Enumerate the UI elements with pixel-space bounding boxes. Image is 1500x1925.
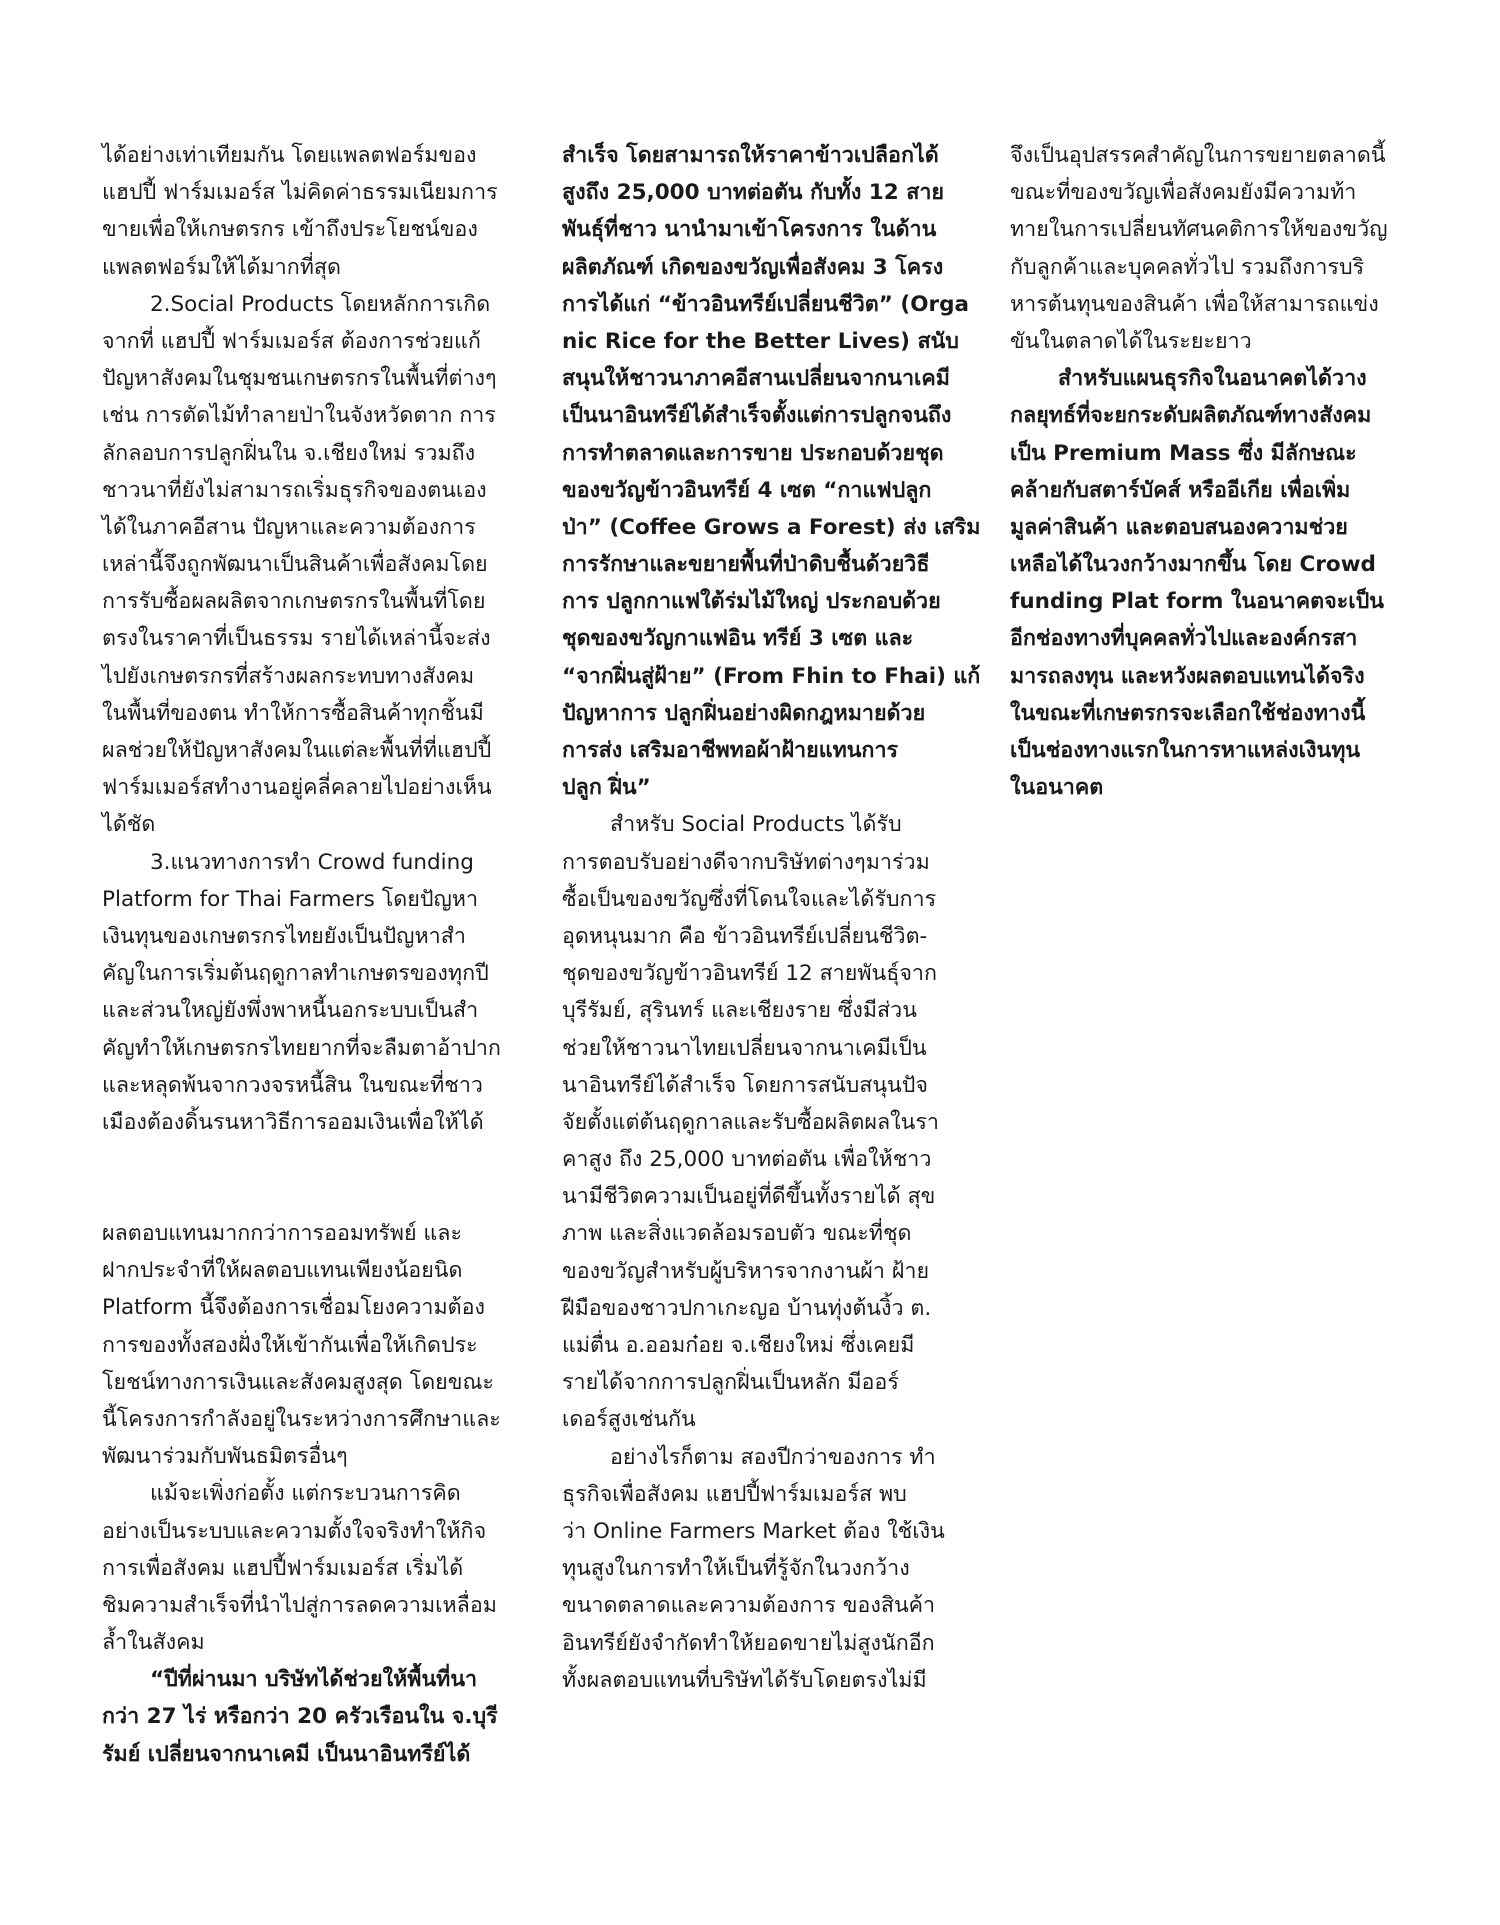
- text-line: ได้อย่างเท่าเทียมกัน โดยแพลตฟอร์มของ: [102, 143, 477, 168]
- text-line: ขายเพื่อให้เกษตรกร เข้าถึงประโยชน์ของ: [102, 217, 478, 243]
- text-line: ปลูก ฝิ่น”: [562, 775, 651, 801]
- text-line: สำหรับแผนธุรกิจในอนาคตได้วาง: [1058, 366, 1367, 392]
- text-line: ปัญหาสังคมในชุมชนเกษตรกรในพื้นที่ต่างๆ: [102, 366, 497, 392]
- text-line: อย่างเป็นระบบและความตั้งใจจริงทำให้กิจ: [102, 1518, 487, 1544]
- text-line: 3.แนวทางการทำ Crowd funding: [150, 849, 474, 875]
- text-line: ชาวนาที่ยังไม่สามารถเริ่มธุรกิจของตนเอง: [102, 477, 487, 503]
- text-line: บุรีรัมย์, สุรินทร์ และเชียงราย ซึ่งมีส่วน: [562, 998, 917, 1024]
- text-line: ชิมความสำเร็จที่นำไปสู่การลดความเหลื่อม: [102, 1592, 497, 1618]
- text-line: โยชน์ทางการเงินและสังคมสูงสุด โดยขณะ: [102, 1369, 494, 1395]
- text-line: Platform นี้จึงต้องการเชื่อมโยงความต้อง: [102, 1295, 486, 1321]
- text-line: ของขวัญข้าวอินทรีย์ 4 เซต “กาแฟปลูก: [562, 477, 932, 503]
- text-line: ตรงในราคาที่เป็นธรรม รายได้เหล่านี้จะส่ง: [102, 626, 491, 652]
- text-line: รายได้จากการปลูกฝิ่นเป็นหลัก มีออร์: [562, 1370, 899, 1396]
- text-line: ทายในการเปลี่ยนทัศนคติการให้ของขวัญ: [1010, 217, 1388, 243]
- text-line: แพลตฟอร์มให้ได้มากที่สุด: [102, 254, 341, 280]
- text-line: ทั้งผลตอบแทนที่บริษัทได้รับโดยตรงไม่มี: [562, 1667, 927, 1693]
- text-line: กลยุทธ์ที่จะยกระดับผลิตภัณฑ์ทางสังคม: [1010, 403, 1372, 429]
- text-line: รัมย์ เปลี่ยนจากนาเคมี เป็นนาอินทรีย์ได้: [102, 1741, 471, 1767]
- text-line: Platform for Thai Farmers โดยปัญหา: [102, 886, 479, 912]
- text-line: กับลูกค้าและบุคคลทั่วไป รวมถึงการบริ: [1010, 254, 1365, 280]
- column-left-bottom: [102, 1215, 532, 1773]
- text-line: คาสูง ถึง 25,000 บาทต่อตัน เพื่อให้ชาว: [562, 1147, 932, 1173]
- text-line: เป็นนาอินทรีย์ได้สำเร็จตั้งแต่การปลูกจนถึง: [562, 403, 952, 429]
- text-line: เป็น Premium Mass ซึ่ง มีลักษณะ: [1010, 440, 1357, 466]
- text-line: ล้ำในสังคม: [102, 1630, 205, 1656]
- text-line: การได้แก่ “ข้าวอินทรีย์เปลี่ยนชีวิต” (Orga: [562, 291, 969, 317]
- text-line: การของทั้งสองฝั่งให้เข้ากันเพื่อให้เกิดประ: [102, 1332, 478, 1358]
- text-line: ของขวัญสำหรับผู้บริหารจากงานผ้า ฝ้าย: [562, 1258, 930, 1284]
- text-line: เมืองต้องดิ้นรนหาวิธีการออมเงินเพื่อให้ได้: [102, 1109, 484, 1135]
- text-line: ผลิตภัณฑ์ เกิดของขวัญเพื่อสังคม 3 โครง: [562, 254, 944, 280]
- text-line: อุดหนุนมาก คือ ข้าวอินทรีย์เปลี่ยนชีวิต-: [562, 923, 928, 949]
- text-line: เป็นช่องทางแรกในการหาแหล่งเงินทุน: [1010, 738, 1361, 763]
- text-line: อินทรีย์ยังจำกัดทำให้ยอดขายไม่สูงนักอีก: [562, 1630, 935, 1656]
- text-line: สูงถึง 25,000 บาทต่อตัน กับทั้ง 12 สาย: [562, 180, 945, 206]
- text-line: แฮปปี้ ฟาร์มเมอร์ส ไม่คิดค่าธรรมเนียมการ: [102, 180, 498, 206]
- text-line: ป่า” (Coffee Grows a Forest) ส่ง เสริม: [562, 514, 981, 540]
- text-line: ช่วยให้ชาวนาไทยเปลี่ยนจากนาเคมีเป็น: [562, 1035, 927, 1061]
- text-line: คัญทำให้เกษตรกรไทยยากที่จะลืมตาอ้าปาก: [102, 1035, 501, 1061]
- text-line: ว่า Online Farmers Market ต้อง ใช้เงิน: [562, 1518, 945, 1544]
- text-line: จึงเป็นอุปสรรคสำคัญในการขยายตลาดนี้: [1010, 143, 1386, 168]
- text-line: การรักษาและขยายพื้นที่ป่าดิบชื้นด้วยวิธี: [562, 552, 930, 578]
- column-middle: [562, 137, 982, 1699]
- text-line: ปัญหาการ ปลูกฝิ่นอย่างผิดกฎหมายด้วย: [562, 700, 926, 726]
- text-line: “ปีที่ผ่านมา บริษัทได้ช่วยให้พื้นที่นา: [150, 1667, 478, 1693]
- text-line: และส่วนใหญ่ยังพึ่งพาหนี้นอกระบบเป็นสำ: [102, 998, 479, 1024]
- text-line: การเพื่อสังคม แฮปปี้ฟาร์มเมอร์ส เริ่มได้: [102, 1555, 464, 1581]
- text-line: ไปยังเกษตรกรที่สร้างผลกระทบทางสังคม: [102, 663, 475, 689]
- text-line: มูลค่าสินค้า และตอบสนองความช่วย: [1010, 514, 1348, 540]
- text-line: การ ปลูกกาแฟใต้ร่มไม้ใหญ่ ประกอบด้วย: [562, 589, 941, 615]
- text-line: นามีชีวิตความเป็นอยู่ที่ดีขึ้นทั้งรายได้ สุข: [562, 1184, 936, 1210]
- text-line: ฝีมือของชาวปกาเกะญอ บ้านทุ่งต้นงิ้ว ต.: [562, 1295, 932, 1321]
- text-line: ผลช่วยให้ปัญหาสังคมในแต่ละพื้นที่ที่แฮปปี้: [102, 738, 492, 763]
- text-line: การส่ง เสริมอาชีพทอผ้าฝ้ายแทนการ: [562, 738, 899, 763]
- text-line: กว่า 27 ไร่ หรือกว่า 20 ครัวเรือนใน จ.บุรี: [102, 1704, 498, 1730]
- text-line: สนุนให้ชาวนาภาคอีสานเปลี่ยนจากนาเคมี: [562, 366, 950, 392]
- text-line: เหลือได้ในวงกว้างมากขึ้น โดย Crowd: [1010, 552, 1376, 578]
- text-line: ผลตอบแทนมากกว่าการออมทรัพย์ และ: [102, 1221, 462, 1246]
- text-line: นาอินทรีย์ได้สำเร็จ โดยการสนับสนุนปัจ: [562, 1072, 928, 1098]
- column-left-top: [102, 137, 532, 1141]
- text-line: ในขณะที่เกษตรกรจะเลือกใช้ช่องทางนี้: [1010, 700, 1366, 726]
- text-line: ขนาดตลาดและความต้องการ ของสินค้า: [562, 1593, 936, 1619]
- text-line: การตอบรับอย่างดีจากบริษัทต่างๆมาร่วม: [562, 849, 930, 875]
- text-line: แม่ตื่น อ.ออมก๋อย จ.เชียงใหม่ ซึ่งเคยมี: [562, 1333, 915, 1358]
- text-line: ขันในตลาดได้ในระยะยาว: [1010, 328, 1252, 354]
- text-line: หารต้นทุนของสินค้า เพื่อให้สามารถแข่ง: [1010, 291, 1379, 317]
- text-line: คล้ายกับสตาร์บัคส์ หรืออีเกีย เพื่อเพิ่ม: [1010, 477, 1351, 503]
- text-line: การทำตลาดและการขาย ประกอบด้วยชุด: [562, 440, 944, 466]
- text-line: เดอร์สูงเช่นกัน: [562, 1407, 696, 1433]
- text-line: ทุนสูงในการทำให้เป็นที่รู้จักในวงกว้าง: [562, 1556, 910, 1582]
- text-line: ชุดของขวัญกาแฟอิน ทรีย์ 3 เซต และ: [562, 626, 914, 652]
- text-line: แม้จะเพิ่งก่อตั้ง แต่กระบวนการคิด: [150, 1481, 461, 1507]
- text-line: ในพื้นที่ของตน ทำให้การซื้อสินค้าทุกชิ้นมี: [102, 700, 484, 726]
- text-line: การรับซื้อผลผลิตจากเกษตรกรในพื้นที่โดย: [102, 589, 486, 615]
- text-line: คัญในการเริ่มต้นฤดูกาลทำเกษตรของทุกปี: [102, 961, 489, 987]
- text-line: และหลุดพ้นจากวงจรหนี้สิน ในขณะที่ชาว: [102, 1072, 483, 1098]
- text-line: พันธุ์ที่ชาว นานำมาเข้าโครงการ ในด้าน: [562, 217, 937, 243]
- text-line: ได้ชัด: [102, 812, 156, 838]
- column-right: [1010, 137, 1410, 806]
- text-line: สำเร็จ โดยสามารถให้ราคาข้าวเปลือกได้: [562, 143, 939, 168]
- text-line: อีกช่องทางที่บุคคลทั่วไปและองค์กรสา: [1010, 626, 1358, 652]
- text-line: ฟาร์มเมอร์สทำงานอยู่คลี่คลายไปอย่างเห็น: [102, 775, 492, 801]
- text-line: มารถลงทุน และหวังผลตอบแทนได้จริง: [1010, 663, 1365, 689]
- text-line: พัฒนาร่วมกับพันธมิตรอื่นๆ: [102, 1444, 348, 1470]
- text-line: นี้โครงการกำลังอยู่ในระหว่างการศึกษาและ: [102, 1406, 501, 1432]
- text-line: เหล่านี้จึงถูกพัฒนาเป็นสินค้าเพื่อสังคมโดย: [102, 552, 488, 578]
- text-line: “จากฝิ่นสู่ฝ้าย” (From Fhin to Fhai) แก้: [562, 663, 981, 689]
- text-line: เงินทุนของเกษตรกรไทยยังเป็นปัญหาสำ: [102, 923, 466, 949]
- text-line: ภาพ และสิ่งแวดล้อมรอบตัว ขณะที่ชุด: [562, 1221, 912, 1247]
- text-line: ลักลอบการปลูกฝิ่นใน จ.เชียงใหม่ รวมถึง: [102, 440, 476, 466]
- text-line: อย่างไรก็ตาม สองปีกว่าของการ ทำ: [610, 1444, 936, 1470]
- text-line: จากที่ แฮปปี้ ฟาร์มเมอร์ส ต้องการช่วยแก้: [102, 328, 481, 354]
- text-line: nic Rice for the Better Lives) สนับ: [562, 328, 959, 354]
- text-line: ได้ในภาคอีสาน ปัญหาและความต้องการ: [102, 514, 476, 540]
- text-line: ในอนาคต: [1010, 775, 1104, 801]
- text-line: จัยตั้งแต่ต้นฤดูกาลและรับซื้อผลิตผลในรา: [562, 1109, 939, 1135]
- text-line: สำหรับ Social Products ได้รับ: [610, 812, 902, 838]
- text-line: ซื้อเป็นของขวัญซึ่งที่โดนใจและได้รับการ: [562, 886, 937, 912]
- text-line: ชุดของขวัญข้าวอินทรีย์ 12 สายพันธุ์จาก: [562, 961, 938, 987]
- text-line: funding Plat form ในอนาคตจะเป็น: [1010, 589, 1384, 615]
- text-line: ฝากประจำที่ให้ผลตอบแทนเพียงน้อยนิด: [102, 1258, 463, 1284]
- text-line: 2.Social Products โดยหลักการเกิด: [150, 291, 491, 317]
- text-line: ธุรกิจเพื่อสังคม แฮปปี้ฟาร์มเมอร์ส พบ: [562, 1481, 907, 1507]
- text-line: ขณะที่ของขวัญเพื่อสังคมยังมีความท้า: [1010, 180, 1357, 206]
- text-line: เช่น การตัดไม้ทำลายป่าในจังหวัดตาก การ: [102, 403, 496, 429]
